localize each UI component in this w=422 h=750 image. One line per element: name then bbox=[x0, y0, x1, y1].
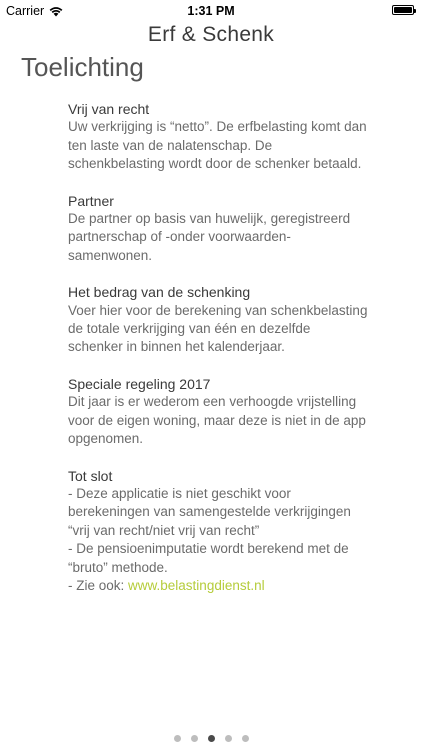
see-also-line bbox=[68, 577, 368, 595]
section-partner bbox=[68, 192, 368, 266]
section-bedrag-schenking bbox=[68, 283, 368, 357]
page-dot-1[interactable] bbox=[174, 735, 181, 742]
page-dot-4[interactable] bbox=[225, 735, 232, 742]
section-title: Tot slot bbox=[68, 467, 113, 484]
page-dot-2[interactable] bbox=[191, 735, 198, 742]
section-line: - Deze applicatie is niet geschikt voor berekeningen van samengestelde verkrijgingen “vrij van recht/niet vrij van recht” bbox=[68, 485, 351, 538]
section-body: Uw verkrijging is “netto”. De erfbelasting komt dan ten laste van de nalatenschap. De schenkbelasting wordt door de schenker betaald. bbox=[68, 119, 367, 172]
section-tot-slot bbox=[68, 467, 368, 596]
battery-icon bbox=[392, 5, 414, 15]
page-dot-3[interactable] bbox=[208, 735, 215, 742]
section-title: Partner bbox=[68, 192, 114, 209]
section-vrij-van-recht bbox=[68, 100, 368, 174]
section-body: Dit jaar is er wederom een verhoogde vrijstelling voor de eigen woning, maar deze is niet in de app opgenomen. bbox=[68, 394, 366, 447]
explanation-content[interactable] bbox=[68, 100, 368, 613]
see-also-prefix: - Zie ook: bbox=[68, 577, 129, 593]
status-time: 1:31 PM bbox=[187, 4, 235, 18]
section-speciale-regeling bbox=[68, 375, 368, 449]
belastingdienst-link[interactable]: www.belastingdienst.nl bbox=[128, 577, 265, 593]
carrier-label: Carrier bbox=[6, 4, 45, 18]
section-title: Vrij van recht bbox=[68, 101, 150, 117]
page-dot-5[interactable] bbox=[242, 735, 249, 742]
nav-title: Erf & Schenk bbox=[147, 23, 275, 46]
section-body: Voer hier voor de berekening van schenkbelasting de totale verkrijging van één en dezelfde schenker in binnen het kalenderjaar. bbox=[68, 302, 368, 355]
status-right bbox=[392, 5, 414, 15]
page-control[interactable] bbox=[0, 735, 422, 742]
section-body: De partner op basis van huwelijk, geregistreerd partnerschap of -onder voorwaarden- samenwonen. bbox=[68, 211, 351, 263]
section-line: - De pensioenimputatie wordt berekend met de “bruto” methode. bbox=[68, 541, 349, 575]
section-title: Speciale regeling 2017 bbox=[68, 375, 211, 392]
status-bar bbox=[0, 0, 422, 22]
page-title: Toelichting bbox=[21, 52, 144, 82]
battery-fill bbox=[394, 7, 412, 13]
section-title: Het bedrag van de schenking bbox=[68, 284, 251, 301]
